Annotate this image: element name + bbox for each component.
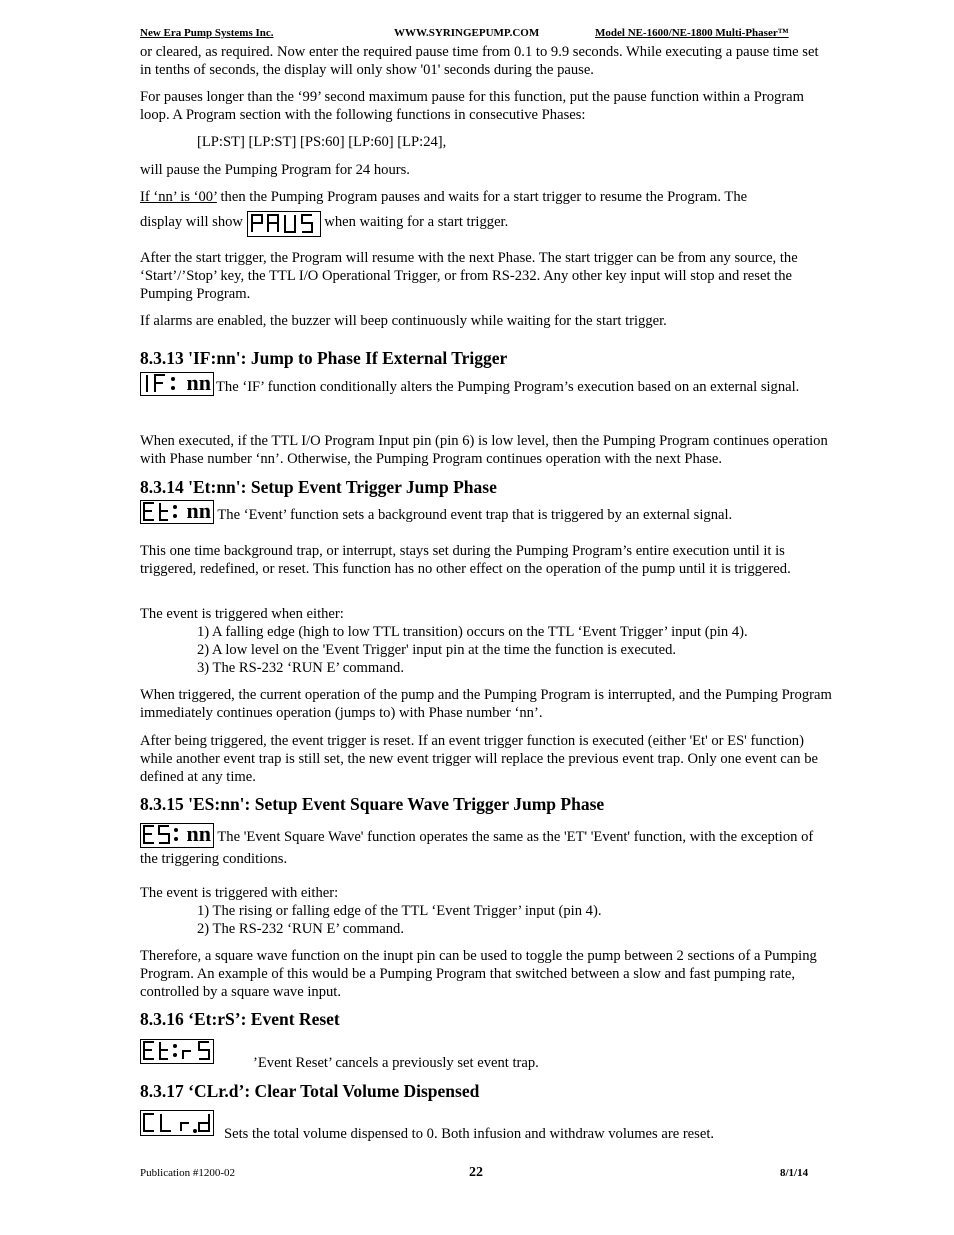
section-8-3-15-paragraph-2: The event is triggered with either:	[140, 885, 339, 901]
section-8-3-14-paragraph-3: The event is triggered when either:	[140, 606, 344, 622]
section-8-3-14-paragraph-2: This one time background trap, or interrupt, stays set during the Pumping Program’s entire execution until it is triggered, redefined, or reset. This function has no other effect on the operation of the pump until it is triggered.	[140, 543, 791, 577]
section-8-3-15-paragraph-1: nn The 'Event Square Wave' function operates the same as the 'ET' 'Event' function, with the exception of the triggering conditions.	[140, 821, 814, 867]
section-8-3-14-paragraph-1: nn The ‘Event’ function sets a background event trap that is triggered by an external signal.	[140, 500, 832, 524]
list-item: 1) The rising or falling edge of the TTL ‘Event Trigger’ input (pin 4).	[197, 903, 602, 919]
list-item: 2) A low level on the 'Event Trigger' input pin at the time the function is executed.	[197, 642, 677, 658]
intro-paragraph-4: If ‘nn’ is ‘00’ then the Pumping Program pauses and waits for a start trigger to resume the Program. The	[140, 189, 748, 205]
intro-paragraph-4b: display will show when waiting for a start trigger.	[140, 207, 832, 237]
list-item: 1) A falling edge (high to low TTL transition) occurs on the TTL ‘Event Trigger’ input (pin 4).	[197, 624, 748, 640]
section-8-3-14-paragraph-5: After being triggered, the event trigger is reset. If an event trigger function is executed (either 'Et' or ES' function) while another event trap is still set, the new event trigger will replace the previous event trap. Only one event can be defined at any time.	[140, 733, 818, 785]
intro-paragraph-3: will pause the Pumping Program for 24 hours.	[140, 162, 410, 178]
section-8-3-14-paragraph-4: When triggered, the current operation of the pump and the Pumping Program is interrupted, and the Pumping Program immediately continues operation (jumps to) with Phase number ‘nn’.	[140, 687, 832, 721]
lcd-paus-display-icon	[247, 211, 321, 237]
section-8-3-13-paragraph-2: When executed, if the TTL I/O Program Input pin (pin 6) is low level, then the Pumping Program continues operation with Phase number ‘nn’. Otherwise, the Pumping Program continues operation with the next Phase.	[140, 433, 828, 467]
section-8-3-14-title: 8.3.14 'Et:nn': Setup Event Trigger Jump Phase	[140, 477, 497, 497]
intro-paragraph-6: If alarms are enabled, the buzzer will beep continuously while waiting for the start trigger.	[140, 313, 667, 329]
intro-code-line: [LP:ST] [LP:ST] [PS:60] [LP:60] [LP:24],	[197, 134, 447, 150]
intro-paragraph-2: For pauses longer than the ‘99’ second maximum pause for this function, put the pause function within a Program loop. A Program section with the following functions in consecutive Phases:	[140, 89, 805, 123]
section-8-3-15-paragraph-3: Therefore, a square wave function on the inupt pin can be used to toggle the pump between 2 sections of a Pumping Program. An example of this would be a Pumping Program that switched between a slow and fast pumping rate, controlled by a square wave input.	[140, 948, 817, 1000]
header-company: New Era Pump Systems Inc.	[140, 27, 274, 39]
nn-00-condition: If ‘nn’ is ‘00’	[140, 189, 217, 205]
lcd-et-rs-display-icon	[140, 1039, 214, 1064]
section-8-3-13-title: 8.3.13 'IF:nn': Jump to Phase If External Trigger	[140, 348, 508, 368]
section-8-3-17-row	[140, 1110, 832, 1142]
section-8-3-15-title: 8.3.15 'ES:nn': Setup Event Square Wave Trigger Jump Phase	[140, 794, 605, 814]
lcd-clr-d-display-icon	[140, 1110, 214, 1136]
intro-paragraph-5: After the start trigger, the Program will resume with the next Phase. The start trigger can be from any source, the ‘Start’/’Stop’ key, the TTL I/O Operational Trigger, or from RS-232. Any other key input will stop and reset the Pumping Program.	[140, 250, 798, 302]
list-item: 3) The RS-232 ‘RUN E’ command.	[197, 660, 404, 676]
section-8-3-17-title: 8.3.17 ‘CLr.d’: Clear Total Volume Dispensed	[140, 1081, 480, 1101]
section-8-3-13-paragraph-1: nn The ‘IF’ function conditionally alters the Pumping Program’s execution based on an external signal.	[140, 372, 832, 396]
section-8-3-16-title: 8.3.16 ‘Et:rS’: Event Reset	[140, 1009, 340, 1029]
lcd-es-display-icon: nn	[140, 823, 214, 848]
page-number: 22	[469, 1165, 483, 1180]
page-header	[140, 27, 832, 43]
lcd-et-display-icon: nn	[140, 500, 214, 524]
footer-publication: Publication #1200-02	[140, 1167, 236, 1179]
lcd-if-display-icon: nn	[140, 372, 214, 396]
header-model: Model NE-1600/NE-1800 Multi-Phaser™	[595, 27, 789, 39]
header-website: WWW.SYRINGEPUMP.COM	[394, 27, 540, 39]
section-8-3-17-paragraph-1: Sets the total volume dispensed to 0. Both infusion and withdraw volumes are reset.	[224, 1126, 715, 1142]
section-8-3-16-row	[140, 1039, 832, 1071]
footer-date: 8/1/14	[780, 1167, 809, 1179]
intro-paragraph-1: or cleared, as required. Now enter the required pause time from 0.1 to 9.9 seconds. While executing a pause time set in tenths of seconds, the display will only show '01' seconds during the pause.	[140, 44, 819, 78]
list-item: 2) The RS-232 ‘RUN E’ command.	[197, 921, 404, 937]
section-8-3-16-paragraph-1: ’Event Reset’ cancels a previously set event trap.	[253, 1055, 539, 1071]
